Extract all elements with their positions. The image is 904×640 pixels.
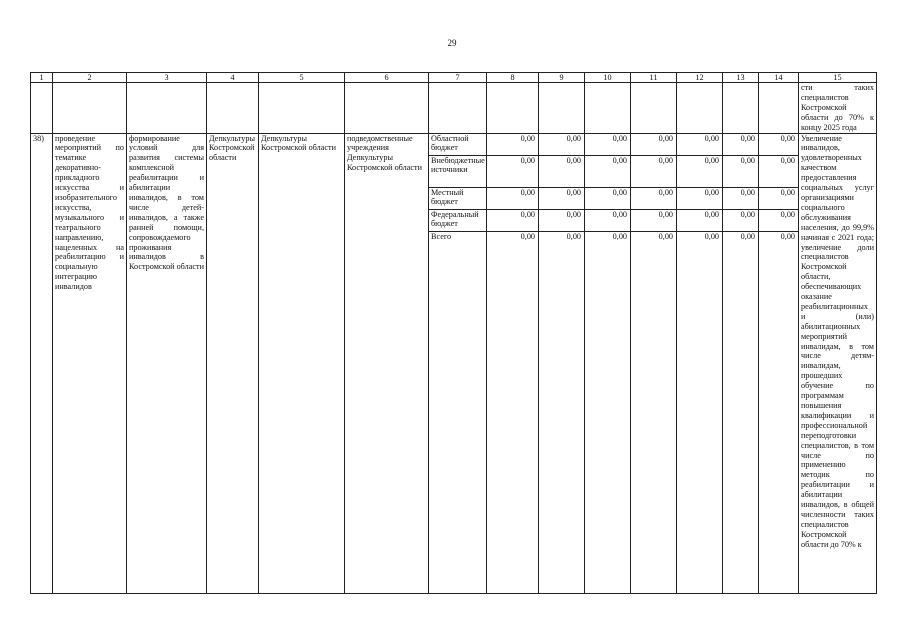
amount-value: 0,00	[539, 155, 584, 187]
amount-value: 0,00	[520, 231, 535, 241]
amount-value: 0,00	[677, 155, 722, 187]
amount-value: 0,00	[585, 209, 630, 231]
amount-value: 0,00	[704, 231, 719, 241]
amount-value: 0,00	[723, 187, 758, 209]
amount-col-10	[585, 133, 631, 593]
continuation-result-text: сти таких специалистов Костромской области до 70% к концу 2025 года	[799, 83, 877, 134]
amount-value: 0,00	[631, 209, 676, 231]
amount-value: 0,00	[487, 155, 538, 187]
program-table	[30, 72, 877, 594]
amount-value: 0,00	[631, 155, 676, 187]
column-header: 4	[207, 73, 259, 83]
amount-value: 0,00	[740, 231, 755, 241]
column-header: 7	[429, 73, 487, 83]
amount-value: 0,00	[566, 231, 581, 241]
column-header: 3	[127, 73, 207, 83]
column-header: 6	[345, 73, 429, 83]
funding-source-cell	[429, 133, 487, 593]
row-number: 38)	[31, 133, 53, 593]
amount-col-14	[759, 133, 799, 593]
amount-value: 0,00	[631, 134, 676, 156]
amount-col-13	[723, 133, 759, 593]
amount-col-8	[487, 133, 539, 593]
amount-value: 0,00	[759, 209, 798, 231]
amount-value: 0,00	[677, 134, 722, 156]
column-header: 8	[487, 73, 539, 83]
amount-value: 0,00	[631, 187, 676, 209]
column-header: 1	[31, 73, 53, 83]
table-row	[31, 133, 877, 593]
column-header: 2	[53, 73, 127, 83]
amount-value: 0,00	[487, 187, 538, 209]
column-header: 14	[759, 73, 799, 83]
amount-col-11	[631, 133, 677, 593]
amount-value: 0,00	[487, 134, 538, 156]
responsible-cell: Депкультуры Костромской области	[207, 133, 259, 593]
amount-value: 0,00	[539, 187, 584, 209]
result-cell: Увеличение инвалидов, удовлетворенных качеством предоставления социальных услуг организациями социального обслуживания населения, до 99,9% начиная с 2021 года; увеличение доли специалистов Костромской области, обеспечивающих оказание реабилитационных и (или) абилитационных мероприятий инвалидам, в том числе детям-инвалидам, прошедших обучение по программам повышения квалификации и профессиональной переподготовки специалистов, в том числе по применению методик по реабилитации и абилитации инвалидов, в общей численности таких специалистов Костромской области до 70% к	[799, 133, 877, 593]
amount-value: 0,00	[539, 209, 584, 231]
funding-source: Областной бюджет	[429, 134, 486, 156]
column-header: 15	[799, 73, 877, 83]
amount-value: 0,00	[723, 209, 758, 231]
column-header: 12	[677, 73, 723, 83]
column-header: 5	[259, 73, 345, 83]
participants-cell: подведомственные учреждения Депкультуры Костромской области	[345, 133, 429, 593]
funding-source: Федеральный бюджет	[429, 209, 486, 231]
amount-value: 0,00	[677, 209, 722, 231]
goal-cell: формирование условий для развития системы комплексной реабилитации и абилитации инвалидов, в том числе детей-инвалидов, а также ранней помощи, сопровождаемого проживания инвалидов в Костромской области	[127, 133, 207, 593]
amount-value: 0,00	[585, 134, 630, 156]
funding-source: Местный бюджет	[429, 187, 486, 209]
amount-value: 0,00	[487, 209, 538, 231]
amount-value: 0,00	[759, 155, 798, 187]
amount-value: 0,00	[585, 187, 630, 209]
column-header: 13	[723, 73, 759, 83]
amount-value: 0,00	[677, 187, 722, 209]
funding-source: Всего	[431, 231, 452, 241]
amount-value: 0,00	[539, 134, 584, 156]
amount-value: 0,00	[759, 134, 798, 156]
amount-value: 0,00	[658, 231, 673, 241]
activity-cell: проведение мероприятий по тематике декоративно-прикладного искусства и изобразительного искусства, музыкального и театрального направлению, нацеленных на реабилитацию и социальную интеграцию инвалидов	[53, 133, 127, 593]
column-header: 11	[631, 73, 677, 83]
amount-value: 0,00	[759, 187, 798, 209]
column-header: 9	[539, 73, 585, 83]
amount-value: 0,00	[585, 155, 630, 187]
amount-value: 0,00	[723, 155, 758, 187]
amount-value: 0,00	[723, 134, 758, 156]
amount-value: 0,00	[612, 231, 627, 241]
amount-col-12	[677, 133, 723, 593]
funding-source: Внебюджетные источники	[429, 155, 486, 187]
amount-value: 0,00	[780, 231, 795, 241]
coexecutor-cell: Депкультуры Костромской области	[259, 133, 345, 593]
page-number: 29	[447, 38, 457, 48]
column-header: 10	[585, 73, 631, 83]
amount-col-9	[539, 133, 585, 593]
continuation-row	[31, 83, 877, 134]
column-number-row	[31, 73, 877, 83]
